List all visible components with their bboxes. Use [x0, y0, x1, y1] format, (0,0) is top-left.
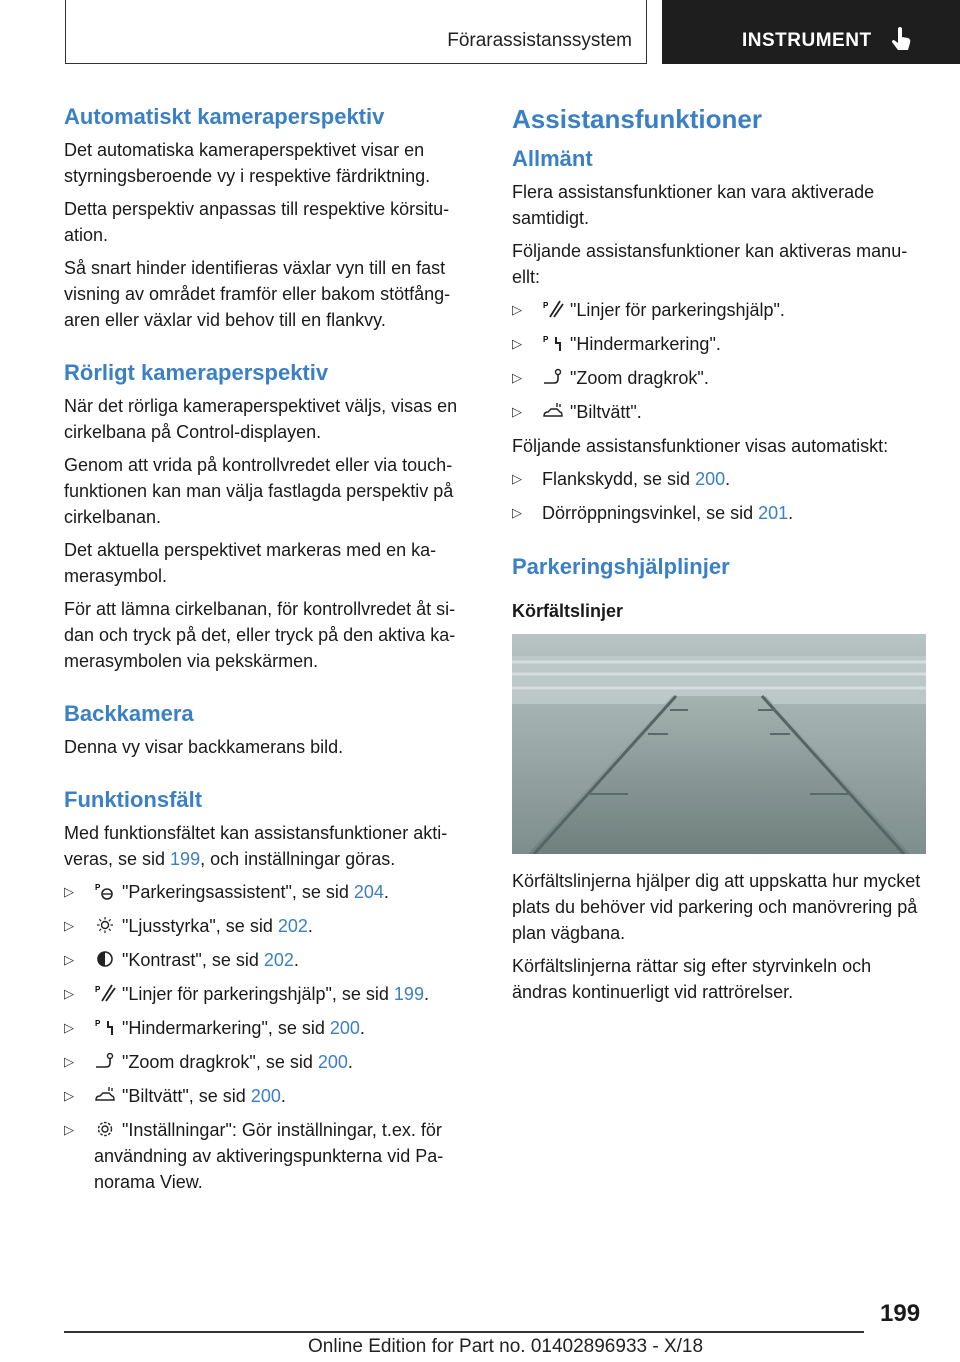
svg-text:P: P	[95, 1019, 101, 1028]
list-item	[512, 331, 922, 357]
manual-functions-list	[512, 297, 922, 425]
list-item-end: .	[383, 882, 389, 902]
page-link[interactable]: 204	[353, 882, 384, 902]
bullet-triangle-icon: ▷	[512, 471, 522, 486]
page-link[interactable]: 200	[329, 1018, 360, 1038]
parking-assistant-icon	[94, 882, 116, 900]
list-item-end: .	[725, 469, 731, 489]
paragraph: Med funktionsfältet kan assistansfunktioner aktiveras, se sid 199, och inställningar göras.	[64, 823, 448, 869]
section-title: Backkamera	[64, 701, 194, 726]
brightness-icon	[94, 916, 116, 934]
lane-lines-photo	[512, 634, 926, 854]
bullet-triangle-icon: ▷	[512, 505, 522, 520]
paragraph: Denna vy visar backkamerans bild.	[64, 737, 344, 757]
paragraph: Detta perspektiv anpassas till respektive körsituation.	[64, 199, 450, 245]
svg-text:P: P	[95, 883, 101, 892]
list-item-end: .	[280, 1086, 286, 1106]
paragraph: Följande assistansfunktioner visas automatiskt:	[512, 436, 889, 456]
svg-text:P: P	[543, 335, 549, 344]
section-title: Funktionsfält	[64, 787, 203, 812]
bullet-triangle-icon: ▷	[512, 302, 522, 317]
list-item-text: "Hindermarkering".	[570, 334, 721, 354]
list-item	[64, 1049, 474, 1075]
header-section-box	[65, 0, 647, 64]
list-item	[64, 879, 474, 905]
paragraph: Så snart hinder identifieras växlar vyn till en fast visning av området framför eller bakom stötfångaren eller växlar vid behov till en flankvy.	[64, 258, 451, 330]
bullet-triangle-icon: ▷	[64, 1054, 74, 1069]
car-wash-icon	[542, 402, 564, 420]
bullet-triangle-icon: ▷	[512, 336, 522, 351]
paragraph: Körfältslinjerna rättar sig efter styrvinkeln och ändras kontinuerligt vid rattrörelser.	[512, 956, 872, 1002]
list-item-text: "Biltvätt".	[570, 402, 642, 422]
paragraph: Genom att vrida på kontrollvredet eller via touchfunktionen kan man välja fastlagda perspektiv på cirkelbanan.	[64, 455, 454, 527]
contrast-icon	[94, 950, 116, 968]
list-item	[64, 947, 474, 973]
list-item-text: "Inställningar": Gör inställningar, t.ex. för användning av aktiveringspunkterna vid Panorama View.	[94, 1120, 444, 1192]
left-column	[64, 104, 474, 1203]
list-item-end: .	[347, 1052, 353, 1072]
paragraph: När det rörliga kameraperspektivet väljs, visas en cirkelbana på Control-displayen.	[64, 396, 458, 442]
list-item-text: "Zoom dragkrok", se sid	[122, 1052, 318, 1072]
bullet-triangle-icon: ▷	[64, 918, 74, 933]
list-item-end: .	[788, 503, 794, 523]
paragraph: Följande assistansfunktioner kan aktiveras manuellt:	[512, 241, 908, 287]
bullet-triangle-icon: ▷	[64, 986, 74, 1001]
list-item-text: "Parkeringsassistent", se sid	[122, 882, 354, 902]
settings-gear-icon	[94, 1120, 116, 1138]
page-link[interactable]: 199	[170, 849, 201, 869]
list-item	[512, 500, 922, 526]
right-column	[512, 104, 922, 1012]
chapter-title: Assistansfunktioner	[512, 104, 762, 134]
paragraph: Det automatiska kameraperspektivet visar en styrningsberoende vy i respektive färdriktning.	[64, 140, 431, 186]
svg-text:P: P	[543, 301, 549, 310]
page-link[interactable]: 200	[695, 469, 726, 489]
bullet-triangle-icon: ▷	[512, 370, 522, 385]
list-item-text: "Biltvätt", se sid	[122, 1086, 251, 1106]
list-item	[512, 297, 922, 323]
list-item-end: .	[307, 916, 313, 936]
obstacle-marking-icon	[94, 1018, 116, 1036]
paragraph: Det aktuella perspektivet markeras med en kamerasymbol.	[64, 540, 437, 586]
auto-functions-list	[512, 466, 922, 526]
pointing-hand-icon	[890, 26, 912, 52]
section-title: Allmänt	[512, 146, 593, 171]
subsection-title: Körfältslinjer	[512, 601, 624, 621]
header-chapter-tab[interactable]	[662, 0, 960, 64]
list-item-text: "Ljusstyrka", se sid	[122, 916, 278, 936]
list-item	[64, 981, 474, 1007]
page-link[interactable]: 200	[250, 1086, 281, 1106]
list-item	[512, 399, 922, 425]
function-field-list	[64, 879, 474, 1195]
page-number: 199	[880, 1300, 921, 1327]
svg-text:P: P	[95, 985, 101, 994]
page-link[interactable]: 199	[393, 984, 424, 1004]
list-item	[64, 1015, 474, 1041]
header-chapter-label: INSTRUMENT	[742, 30, 872, 51]
list-item-end: .	[293, 950, 299, 970]
list-item-text: "Kontrast", se sid	[122, 950, 264, 970]
page-link[interactable]: 202	[263, 950, 294, 970]
section-title: Rörligt kameraperspektiv	[64, 360, 329, 385]
section-title: Parkeringshjälplinjer	[512, 554, 730, 579]
list-item-end: .	[423, 984, 429, 1004]
list-item	[64, 1083, 474, 1109]
list-item-text: Flankskydd, se sid	[542, 469, 696, 489]
footer-divider	[64, 1331, 864, 1333]
tow-hitch-zoom-icon	[542, 368, 564, 386]
edition-note: Online Edition for Part no. 01402896933 - X/18	[308, 1336, 704, 1357]
bullet-triangle-icon: ▷	[64, 1088, 74, 1103]
bullet-triangle-icon: ▷	[64, 1122, 74, 1137]
obstacle-marking-icon	[542, 334, 564, 352]
list-item	[512, 365, 922, 391]
list-item	[512, 466, 922, 492]
list-item	[64, 913, 474, 939]
list-item-text: "Zoom dragkrok".	[570, 368, 709, 388]
page-link[interactable]: 201	[758, 503, 789, 523]
paragraph: Körfältslinjerna hjälper dig att uppskatta hur mycket plats du behöver vid parkering och manövrering på plan vägbana.	[512, 871, 921, 943]
section-title: Automatiskt kameraperspektiv	[64, 104, 385, 129]
list-item	[64, 1117, 474, 1195]
list-item-text: "Hindermarkering", se sid	[122, 1018, 330, 1038]
bullet-triangle-icon: ▷	[512, 404, 522, 419]
bullet-triangle-icon: ▷	[64, 952, 74, 967]
list-item-text: Dörröppningsvinkel, se sid	[542, 503, 759, 523]
bullet-triangle-icon: ▷	[64, 1020, 74, 1035]
paragraph: För att lämna cirkelbanan, för kontrollvredet åt sidan och tryck på det, eller tryck på den aktiva kamerasymbolen via pekskärmen.	[64, 599, 456, 671]
page-link[interactable]: 200	[317, 1052, 348, 1072]
list-item-end: .	[359, 1018, 365, 1038]
tow-hitch-zoom-icon	[94, 1052, 116, 1070]
parking-lines-icon	[542, 300, 564, 318]
bullet-triangle-icon: ▷	[64, 884, 74, 899]
header-section-title: Förarassistanssystem	[447, 30, 632, 51]
car-wash-icon	[94, 1086, 116, 1104]
page-link[interactable]: 202	[277, 916, 308, 936]
parking-lines-icon	[94, 984, 116, 1002]
list-item-text: "Linjer för parkeringshjälp".	[570, 300, 785, 320]
paragraph: Flera assistansfunktioner kan vara aktiverade samtidigt.	[512, 182, 875, 228]
list-item-text: "Linjer för parkeringshjälp", se sid	[122, 984, 394, 1004]
